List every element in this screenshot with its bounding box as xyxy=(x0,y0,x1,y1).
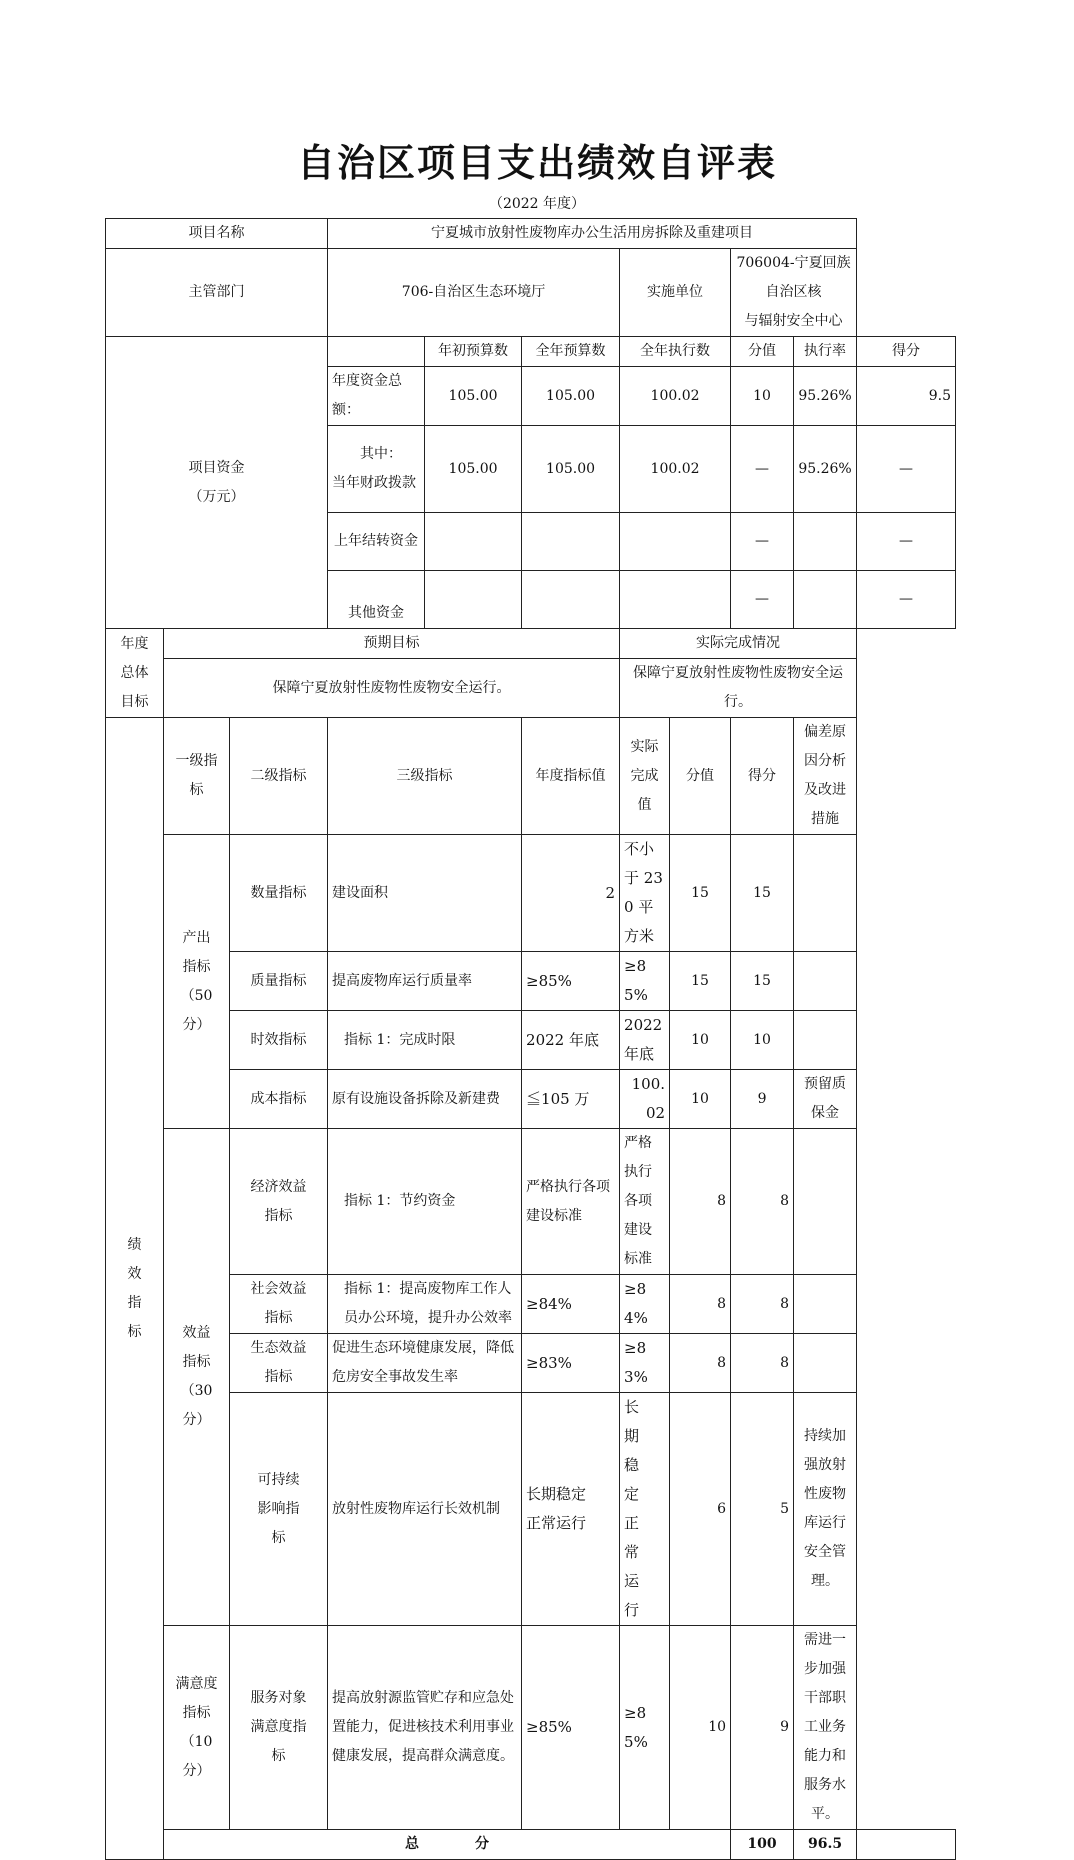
goal-expected-label: 预期目标 xyxy=(164,629,620,659)
indicator-note: 预留质保金 xyxy=(794,1070,857,1129)
funds-row-label-a: 其中： xyxy=(360,446,403,462)
indicators-side-label: 绩效指标 xyxy=(106,718,164,1860)
dept-row xyxy=(106,249,956,337)
project-name-label: 项目名称 xyxy=(106,219,328,249)
indicator-score-val: 15 xyxy=(670,835,731,952)
indicator-score: 8 xyxy=(731,1275,794,1334)
dept-value: 706-自治区生态环境厅 xyxy=(328,249,620,337)
funds-row-label: 其他资金 xyxy=(328,571,425,629)
funds-row-full: 105.00 xyxy=(522,367,620,426)
indicator-score: 5 xyxy=(731,1393,794,1626)
indicator-header-level2: 二级指标 xyxy=(230,718,328,835)
indicator-actual: 2022 年底 xyxy=(620,1011,670,1070)
funds-row-exec xyxy=(620,513,731,571)
indicator-header-target: 年度指标值 xyxy=(522,718,620,835)
indicator-score: 9 xyxy=(731,1626,794,1830)
unit-value xyxy=(731,249,857,337)
funds-row-exec xyxy=(620,571,731,629)
indicator-row xyxy=(106,1070,956,1129)
indicator-note xyxy=(794,1129,857,1275)
indicator-score: 10 xyxy=(731,1011,794,1070)
indicator-row xyxy=(106,1334,956,1393)
indicator-header-level1: 一级指标 xyxy=(164,718,230,835)
total-score-val: 100 xyxy=(731,1830,794,1860)
indicator-header-actual: 实际完成值 xyxy=(620,718,670,835)
indicator-score-val: 6 xyxy=(670,1393,731,1626)
funds-row-label xyxy=(328,426,425,513)
indicator-level3: 指标 1：节约资金 xyxy=(328,1129,522,1275)
indicator-score-val: 10 xyxy=(670,1011,731,1070)
total-row xyxy=(106,1830,956,1860)
funds-row-score-val: 10 xyxy=(731,367,794,426)
indicator-note xyxy=(794,835,857,952)
funds-row-init xyxy=(425,513,522,571)
funds-header-score-val: 分值 xyxy=(731,337,794,367)
indicator-header-row xyxy=(106,718,956,835)
indicator-note: 持续加强放射性废物库运行安全管理。 xyxy=(794,1393,857,1626)
indicator-score: 8 xyxy=(731,1334,794,1393)
indicator-level1: 产出指标（50分） xyxy=(164,835,230,1129)
indicator-header-score-val: 分值 xyxy=(670,718,731,835)
indicator-target: ≥85% xyxy=(522,952,620,1011)
page-title: 自治区项目支出绩效自评表 xyxy=(296,140,777,185)
indicator-score: 15 xyxy=(731,835,794,952)
funds-header-init: 年初预算数 xyxy=(425,337,522,367)
indicator-note xyxy=(794,1275,857,1334)
funds-header-blank xyxy=(328,337,425,367)
total-note xyxy=(857,1830,956,1860)
total-score: 96.5 xyxy=(794,1830,857,1860)
funds-row-full xyxy=(522,571,620,629)
funds-header-rate: 执行率 xyxy=(794,337,857,367)
indicator-score-val: 8 xyxy=(670,1275,731,1334)
funds-row-label: 上年结转资金 xyxy=(328,513,425,571)
indicator-target: ≦105 万 xyxy=(522,1070,620,1129)
funds-row-full: 105.00 xyxy=(522,426,620,513)
indicator-level2: 经济效益指标 xyxy=(230,1129,328,1275)
funds-label xyxy=(106,337,328,629)
funds-header-full: 全年预算数 xyxy=(522,337,620,367)
indicator-score: 8 xyxy=(731,1129,794,1275)
indicator-level3: 指标 1：提高废物库工作人员办公环境，提升办公效率 xyxy=(328,1275,522,1334)
project-name-value: 宁夏城市放射性废物库办公生活用房拆除及重建项目 xyxy=(328,219,857,249)
unit-line-2: 与辐射安全中心 xyxy=(744,313,843,329)
indicator-level2: 成本指标 xyxy=(230,1070,328,1129)
indicator-actual: 长期稳定正常运行 xyxy=(620,1393,670,1626)
indicator-actual: ≥85% xyxy=(620,952,670,1011)
project-name-row xyxy=(106,219,956,249)
funds-row-score: 9.5 xyxy=(857,367,956,426)
funds-row-label-b: 当年财政拨款 xyxy=(332,475,417,491)
funds-header-score: 得分 xyxy=(857,337,956,367)
indicator-note xyxy=(794,952,857,1011)
indicator-row xyxy=(106,1626,956,1830)
indicator-level3: 提高放射源监管贮存和应急处置能力，促进核技术利用事业健康发展，提高群众满意度。 xyxy=(328,1626,522,1830)
unit-label: 实施单位 xyxy=(620,249,731,337)
indicator-header-note: 偏差原因分析及改进措施 xyxy=(794,718,857,835)
year-subtitle: （2022 年度） xyxy=(488,196,586,212)
funds-label-line-1: 项目资金 xyxy=(188,459,245,476)
funds-row-full xyxy=(522,513,620,571)
indicator-actual: ≥84% xyxy=(620,1275,670,1334)
goal-label: 年度总体目标 xyxy=(106,629,164,718)
indicator-row xyxy=(106,1393,956,1626)
indicator-note: 需进一步加强干部职工业务能力和服务水平。 xyxy=(794,1626,857,1830)
indicator-level3: 指标 1：完成时限 xyxy=(328,1011,522,1070)
indicator-actual: 100.02 xyxy=(620,1070,670,1129)
indicator-level3: 建设面积 xyxy=(328,835,522,952)
funds-row-score: — xyxy=(857,426,956,513)
indicator-level1: 效益指标（30分） xyxy=(164,1129,230,1626)
funds-row-rate xyxy=(794,513,857,571)
indicator-score-val: 8 xyxy=(670,1334,731,1393)
funds-row-rate xyxy=(794,571,857,629)
funds-row-score-val: — xyxy=(731,426,794,513)
funds-row-rate: 95.26% xyxy=(794,426,857,513)
funds-row-label: 年度资金总额： xyxy=(328,367,425,426)
indicator-actual: ≥85% xyxy=(620,1626,670,1830)
indicator-score: 15 xyxy=(731,952,794,1011)
indicator-actual: 严格执行各项建设标准 xyxy=(620,1129,670,1275)
indicator-score-val: 15 xyxy=(670,952,731,1011)
indicator-level2: 社会效益指标 xyxy=(230,1275,328,1334)
total-label: 总 分 xyxy=(164,1830,731,1860)
goal-actual: 保障宁夏放射性废物性废物安全运行。 xyxy=(620,659,857,718)
funds-row-score-val: — xyxy=(731,513,794,571)
indicator-level1: 满意度指标（10分） xyxy=(164,1626,230,1830)
indicator-level3: 促进生态环境健康发展，降低危房安全事故发生率 xyxy=(328,1334,522,1393)
indicator-row xyxy=(106,1275,956,1334)
funds-header-exec: 全年执行数 xyxy=(620,337,731,367)
indicator-level2: 质量指标 xyxy=(230,952,328,1011)
goal-content-row xyxy=(106,659,956,718)
indicator-target: 长期稳定正常运行 xyxy=(522,1393,620,1626)
funds-row-init: 105.00 xyxy=(425,367,522,426)
indicator-row xyxy=(106,1129,956,1275)
indicator-level3: 提高废物库运行质量率 xyxy=(328,952,522,1011)
indicator-row xyxy=(106,952,956,1011)
indicator-target: 2 xyxy=(522,835,620,952)
indicator-level2: 可持续影响指标 xyxy=(230,1393,328,1626)
funds-row-exec: 100.02 xyxy=(620,367,731,426)
unit-line-1: 706004-宁夏回族自治区核 xyxy=(736,255,851,300)
indicator-level3: 原有设施设备拆除及新建费 xyxy=(328,1070,522,1129)
self-evaluation-table xyxy=(105,218,956,1860)
indicator-score: 9 xyxy=(731,1070,794,1129)
indicator-score-val: 10 xyxy=(670,1626,731,1830)
funds-row-score: — xyxy=(857,571,956,629)
indicator-level2: 数量指标 xyxy=(230,835,328,952)
dept-label: 主管部门 xyxy=(106,249,328,337)
indicator-header-score: 得分 xyxy=(731,718,794,835)
funds-label-line-2: （万元） xyxy=(188,488,245,505)
indicator-actual: 不小于 230 平方米 xyxy=(620,835,670,952)
funds-row-score: — xyxy=(857,513,956,571)
funds-header-row xyxy=(106,337,956,367)
funds-row-init: 105.00 xyxy=(425,426,522,513)
indicator-actual: ≥83% xyxy=(620,1334,670,1393)
indicator-target: 严格执行各项建设标准 xyxy=(522,1129,620,1275)
goal-actual-label: 实际完成情况 xyxy=(620,629,857,659)
indicator-note xyxy=(794,1334,857,1393)
indicator-row xyxy=(106,835,956,952)
indicator-level2: 服务对象满意度指标 xyxy=(230,1626,328,1830)
indicator-note xyxy=(794,1011,857,1070)
funds-row-rate: 95.26% xyxy=(794,367,857,426)
indicator-target: 2022 年底 xyxy=(522,1011,620,1070)
goal-header-row xyxy=(106,629,956,659)
indicator-score-val: 8 xyxy=(670,1129,731,1275)
indicator-level3: 放射性废物库运行长效机制 xyxy=(328,1393,522,1626)
funds-row-score-val: — xyxy=(731,571,794,629)
indicator-target: ≥83% xyxy=(522,1334,620,1393)
indicator-target: ≥84% xyxy=(522,1275,620,1334)
indicator-target: ≥85% xyxy=(522,1626,620,1830)
funds-row-init xyxy=(425,571,522,629)
goal-expected: 保障宁夏放射性废物性废物安全运行。 xyxy=(164,659,620,718)
indicator-header-level3: 三级指标 xyxy=(328,718,522,835)
indicator-score-val: 10 xyxy=(670,1070,731,1129)
indicator-row xyxy=(106,1011,956,1070)
indicator-level2: 时效指标 xyxy=(230,1011,328,1070)
funds-row-exec: 100.02 xyxy=(620,426,731,513)
indicator-level2: 生态效益指标 xyxy=(230,1334,328,1393)
